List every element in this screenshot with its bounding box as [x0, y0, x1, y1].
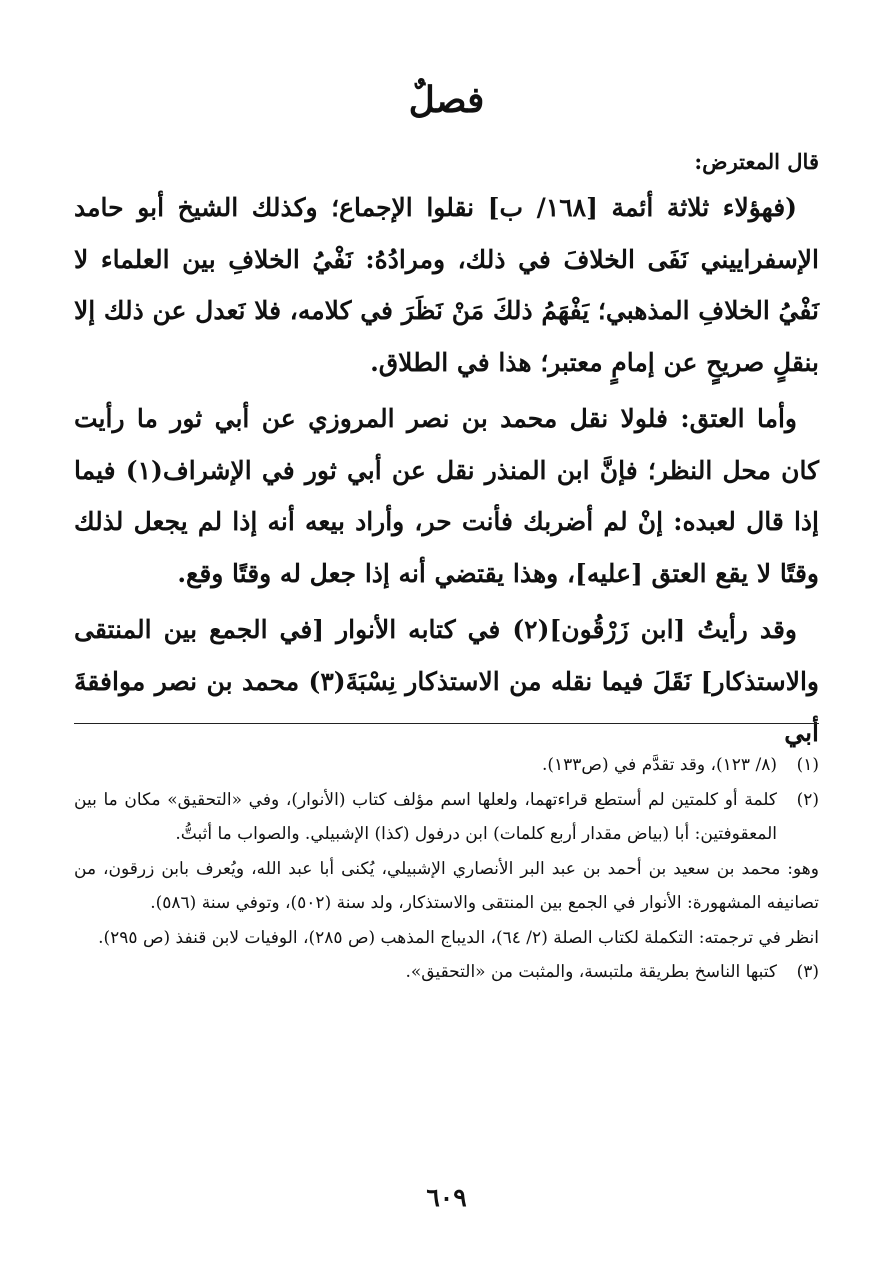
paragraph: وقد رأيتُ [ابن زَرْقُون](٢) في كتابه الأنوار [في الجمع بين المنتقى والاستذكار] نَقَلَ فيما نقله من الاستذكار نِسْبَةَ(٣) محمد بن نصر موافقةَ أبي	[74, 615, 819, 747]
footnote-text: كتبها الناسخ بطريقة ملتبسة، والمثبت من «التحقيق».	[405, 962, 777, 982]
footnote-continuation: انظر في ترجمته: التكملة لكتاب الصلة (٢/ ٦٤)، الديباج المذهب (ص ٢٨٥)، الوفيات لابن قنفذ (ص ٢٩٥).	[98, 927, 819, 948]
footnote-number: (٣)	[796, 962, 819, 982]
main-text	[74, 142, 819, 759]
footnote-text: (٨/ ١٢٣)، وقد تقدَّم في (ص١٣٣).	[541, 755, 777, 775]
footnote-number: (١)	[796, 755, 819, 775]
page-number: ٦٠٩	[426, 1183, 467, 1212]
footnotes	[74, 748, 819, 990]
section-title: فصلٌ	[408, 79, 485, 121]
paragraph: وأما العتق: فلولا نقل محمد بن نصر المروزي عن أبي ثور ما رأيت كان محل النظر؛ فإنَّ ابن المنذر نقل عن أبي ثور في الإشراف(١) فيما إذا قال لعبده: إنْ لم أضربك فأنت حر، وأراد بيعه أنه إذا لم يجعل لذلك وقتًا لا يقع العتق [عليه]، وهذا يقتضي أنه إذا جعل له وقتًا وقع.	[74, 404, 819, 588]
footnote-text: كلمة أو كلمتين لم أستطع قراءتهما، ولعلها اسم مؤلف كتاب (الأنوار)، وفي «التحقيق» مكان ما بين المعقوفتين: أبا (بياض مقدار أربع كلمات) ابن درفول (كذا) الإشبيلي. والصواب ما أثبتُّ.	[74, 789, 777, 844]
footnote-continuation: وهو: محمد بن سعيد بن أحمد بن عبد البر الأنصاري الإشبيلي، يُكنى أبا عبد الله، ويُعرف بابن زرقون، من تصانيفه المشهورة: الأنوار في الجمع بين المنتقى والاستذكار، ولد سنة (٥٠٢)، وتوفي سنة (٥٨٦).	[74, 858, 819, 913]
footnote-number: (٢)	[796, 789, 819, 810]
footnote-separator	[74, 723, 819, 724]
subheading: قال المعترض:	[694, 149, 819, 174]
footnote-2	[74, 783, 819, 852]
footnote-1	[74, 748, 819, 783]
footnote-3	[74, 955, 819, 990]
paragraph: (فهؤلاء ثلاثة أئمة [١٦٨/ ب] نقلوا الإجماع؛ وكذلك الشيخ أبو حامد الإسفراييني نَفَى الخلافَ في ذلك، ومرادُهُ: نَفْيُ الخلافِ بين العلماء لا نَفْيُ الخلافِ المذهبي؛ يَفْهَمُ ذلكَ مَنْ نَظَرَ في كلامه، فلا نَعدل عن ذلك إلا بنقلٍ صريحٍ عن إمامٍ معتبر؛ هذا في الطلاق.	[74, 193, 819, 377]
